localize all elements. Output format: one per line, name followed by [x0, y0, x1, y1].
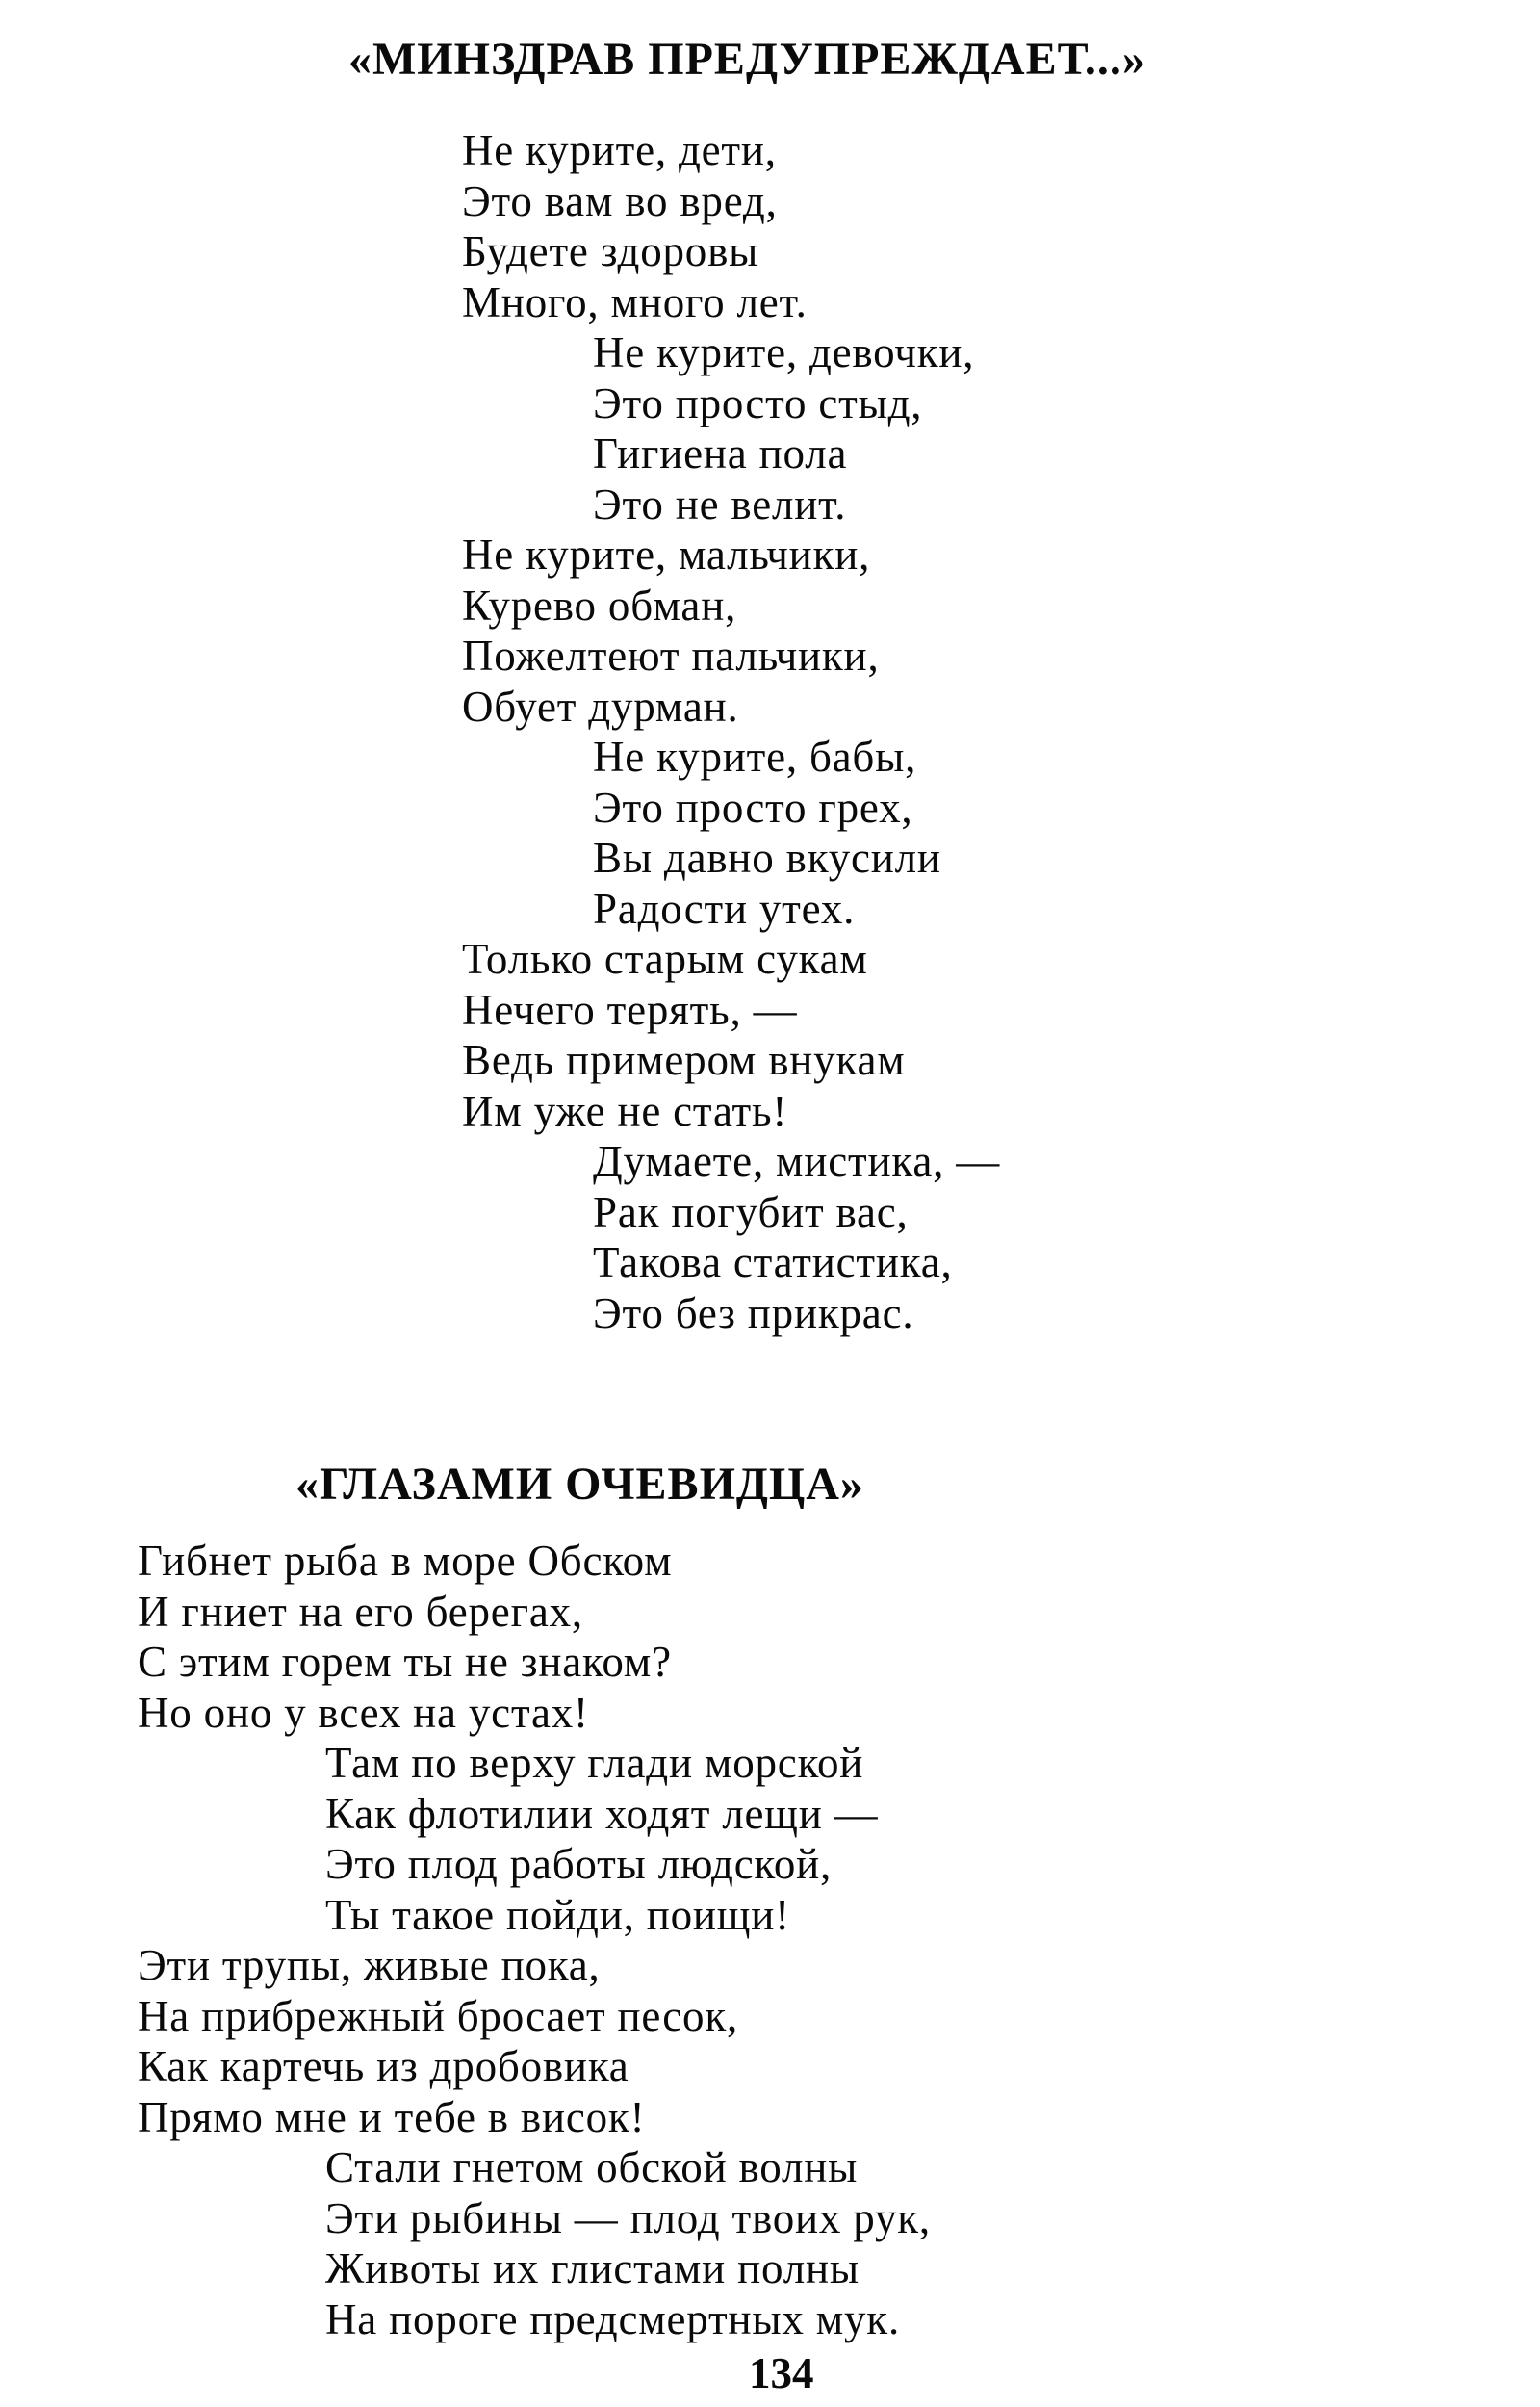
- poem-line: Думаете, мистика, —: [593, 1137, 1000, 1185]
- poem-1-stanza-3: [462, 530, 880, 732]
- poem-line: Ты такое пойди, поищи!: [325, 1890, 790, 1939]
- poem-line: Но оно у всех на устах!: [138, 1688, 589, 1737]
- poem-line: Им уже не стать!: [462, 1086, 788, 1135]
- poem-line: Это не велит.: [593, 479, 847, 529]
- poem-line: Это просто стыд,: [593, 378, 923, 427]
- poem-line: Это плод работы людской,: [325, 1840, 833, 1889]
- poem-2-stanza-1: [138, 1536, 672, 1738]
- poem-line: Не курите, бабы,: [593, 733, 917, 781]
- poem-line: Как картечь из дробовика: [138, 2042, 629, 2091]
- page-number: 134: [749, 2349, 814, 2397]
- poem-line: Много, много лет.: [462, 277, 808, 326]
- poem-line: Как флотилии ходят лещи —: [325, 1789, 879, 1838]
- poem-line: Только старым сукам: [462, 935, 868, 983]
- poem-line: Обует дурман.: [462, 682, 739, 731]
- poem-line: Радости утех.: [593, 884, 856, 933]
- poem-line: Не курите, мальчики,: [462, 531, 871, 579]
- poem-line: Там по верху глади морской: [325, 1739, 864, 1787]
- poem-line: Не курите, дети,: [462, 126, 777, 174]
- poem-1-stanza-2: [593, 327, 974, 530]
- poem-1-title: «МИНЗДРАВ ПРЕДУПРЕЖДАЕТ...»: [348, 34, 1146, 85]
- poem-1-stanza-5: [462, 934, 906, 1136]
- poem-line: Это просто грех,: [593, 783, 913, 832]
- poem-line: Прямо мне и тебе в висок!: [138, 2092, 646, 2141]
- poem-2-stanza-2: [325, 1738, 878, 1940]
- poem-1-stanza-6: [593, 1136, 1000, 1338]
- poem-line: Такова статистика,: [593, 1238, 953, 1287]
- poem-line: С этим горем ты не знаком?: [138, 1638, 672, 1687]
- poem-1-stanza-4: [593, 732, 941, 934]
- poem-line: Это вам во вред,: [462, 176, 778, 225]
- poem-line: Ведь примером внукам: [462, 1036, 906, 1085]
- poem-line: Будете здоровы: [462, 227, 759, 276]
- poem-line: Стали гнетом обской волны: [325, 2143, 859, 2191]
- poem-line: Нечего терять, —: [462, 985, 798, 1034]
- poem-1-stanza-1: [462, 125, 808, 327]
- poem-2-title: «ГЛАЗАМИ ОЧЕВИДЦА»: [295, 1459, 864, 1510]
- poem-line: Курево обман,: [462, 581, 737, 630]
- poem-line: Рак погубит вас,: [593, 1187, 909, 1236]
- poem-2-stanza-3: [138, 1940, 738, 2142]
- poem-line: Гигиена пола: [593, 429, 848, 479]
- poem-line: Эти трупы, живые пока,: [138, 1941, 601, 1989]
- poem-line: Это без прикрас.: [593, 1288, 914, 1337]
- poem-line: Вы давно вкусили: [593, 834, 941, 883]
- poem-line: Не курите, девочки,: [593, 328, 975, 376]
- poem-line: Животы их глистами полны: [325, 2244, 860, 2293]
- poem-line: Гибнет рыба в море Обском: [138, 1537, 673, 1585]
- poem-2-stanza-4: [325, 2142, 931, 2344]
- poem-line: И гниет на его берегах,: [138, 1587, 583, 1636]
- poem-line: На пороге предсмертных мук.: [325, 2294, 900, 2343]
- poem-line: Пожелтеют пальчики,: [462, 632, 880, 681]
- poem-line: На прибрежный бросает песок,: [138, 1991, 739, 2040]
- poem-line: Эти рыбины — плод твоих рук,: [325, 2193, 931, 2242]
